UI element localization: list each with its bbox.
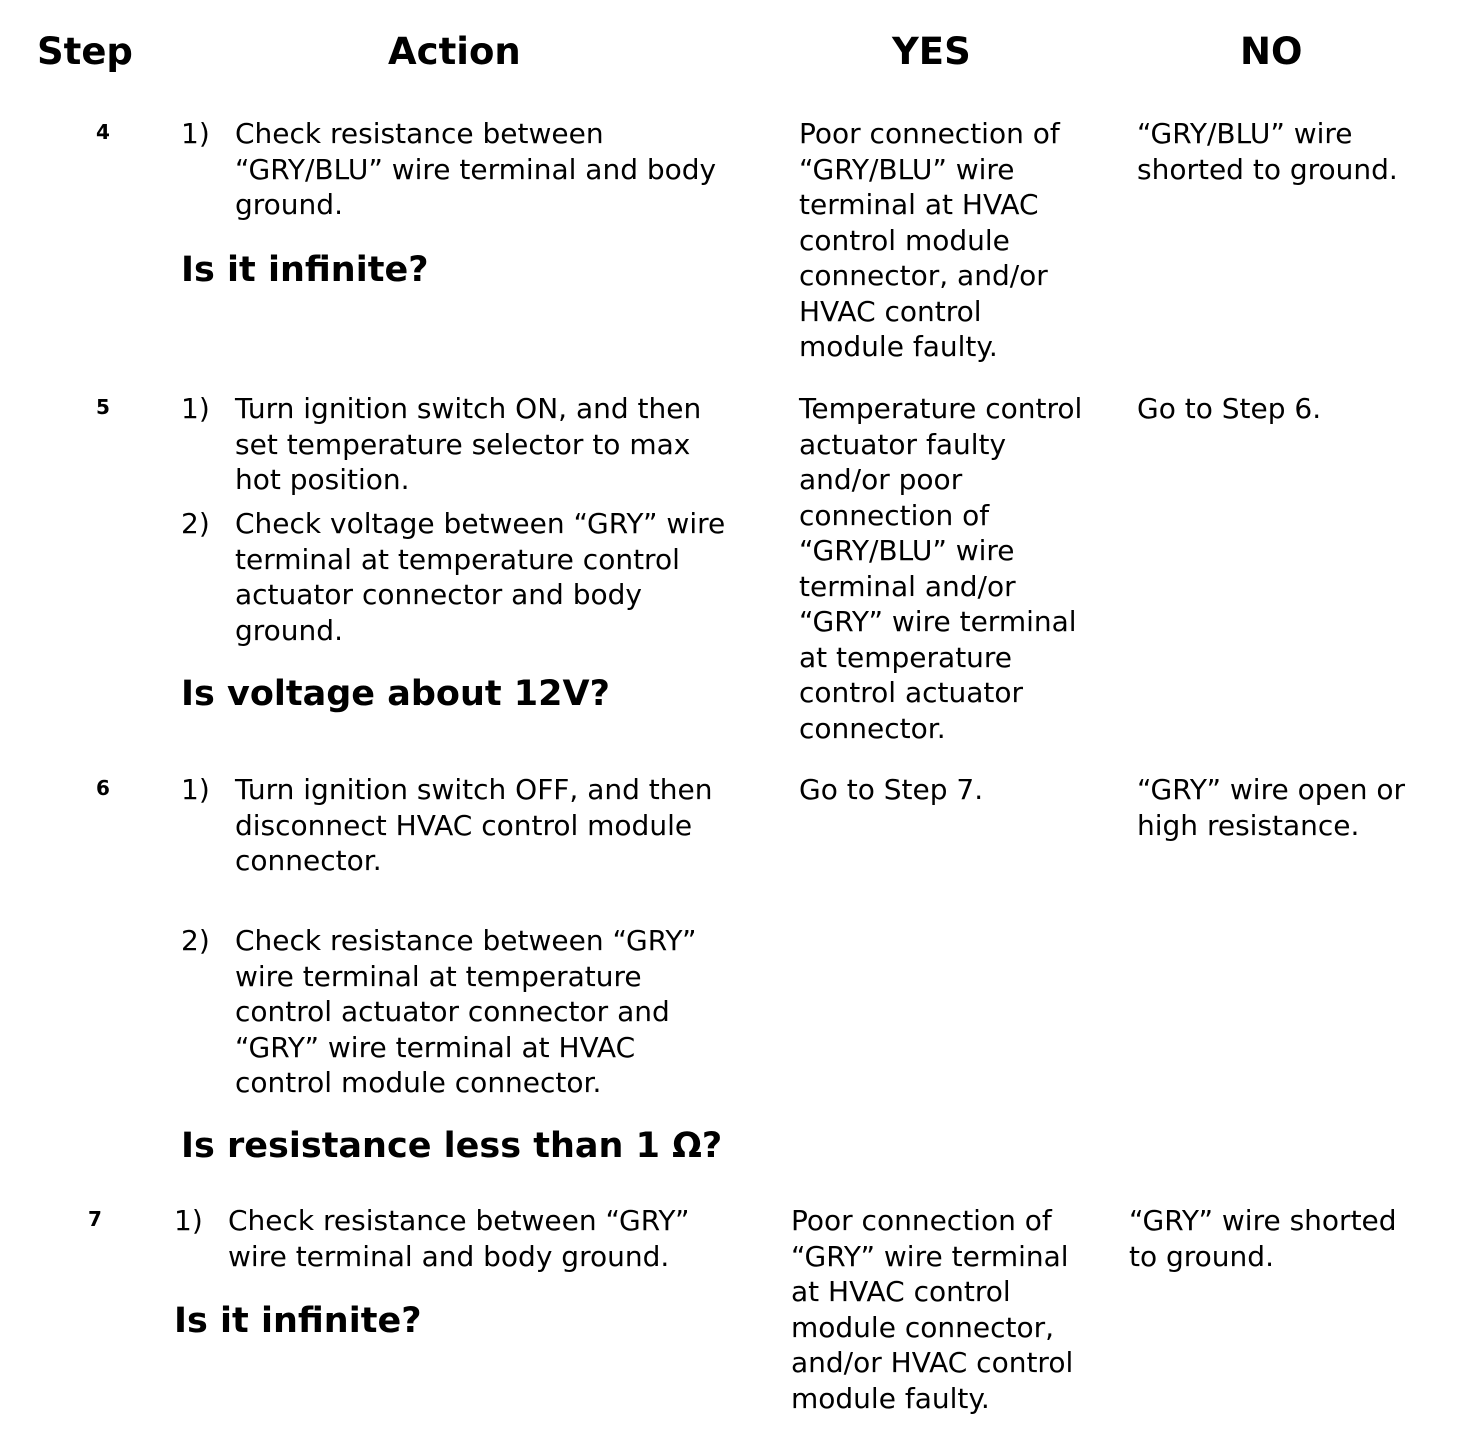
action-text: Check resistance between “GRY” wire terminal at temperature control actuator connector and “GRY” wire terminal at HVAC control module connector.: [235, 924, 697, 1099]
item-number: 1): [181, 392, 210, 425]
item-number: 1): [174, 1204, 203, 1237]
header-step: Step: [37, 30, 133, 73]
step-number: 6: [96, 776, 110, 800]
no-result: “GRY/BLU” wire shorted to ground.: [1137, 117, 1398, 186]
question: Is resistance less than 1 Ω?: [181, 1126, 723, 1166]
step-number: 5: [96, 395, 110, 419]
question: Is it infinite?: [181, 250, 429, 290]
question: Is voltage about 12V?: [181, 674, 610, 714]
yes-result: Poor connection of “GRY/BLU” wire terminal at HVAC control module connector, and/or HVAC control module faulty.: [799, 117, 1060, 363]
header-yes: YES: [892, 30, 971, 73]
header-no: NO: [1240, 30, 1303, 73]
question: Is it infinite?: [174, 1301, 422, 1341]
item-number: 2): [181, 507, 210, 540]
action-text: Turn ignition switch OFF, and then disconnect HVAC control module connector.: [235, 773, 713, 877]
no-result: Go to Step 6.: [1137, 392, 1322, 425]
step-number: 4: [96, 120, 110, 144]
yes-result: Poor connection of “GRY” wire terminal at HVAC control module connector, and/or HVAC control module faulty.: [791, 1204, 1074, 1415]
action-text: Check resistance between “GRY” wire terminal and body ground.: [228, 1204, 690, 1273]
step-number: 7: [88, 1207, 102, 1231]
action-text: Turn ignition switch ON, and then set temperature selector to max hot position.: [235, 392, 702, 496]
item-number: 2): [181, 924, 210, 957]
header-action: Action: [388, 30, 521, 73]
item-number: 1): [181, 117, 210, 150]
item-number: 1): [181, 773, 210, 806]
no-result: “GRY” wire shorted to ground.: [1129, 1204, 1397, 1273]
action-text: Check voltage between “GRY” wire terminal at temperature control actuator connector and body ground.: [235, 507, 726, 647]
action-text: Check resistance between “GRY/BLU” wire terminal and body ground.: [235, 117, 717, 221]
no-result: “GRY” wire open or high resistance.: [1137, 773, 1406, 842]
yes-result: Go to Step 7.: [799, 773, 984, 806]
yes-result: Temperature control actuator faulty and/or poor connection of “GRY/BLU” wire terminal and/or “GRY” wire terminal at temperature control actuator connector.: [799, 392, 1083, 745]
